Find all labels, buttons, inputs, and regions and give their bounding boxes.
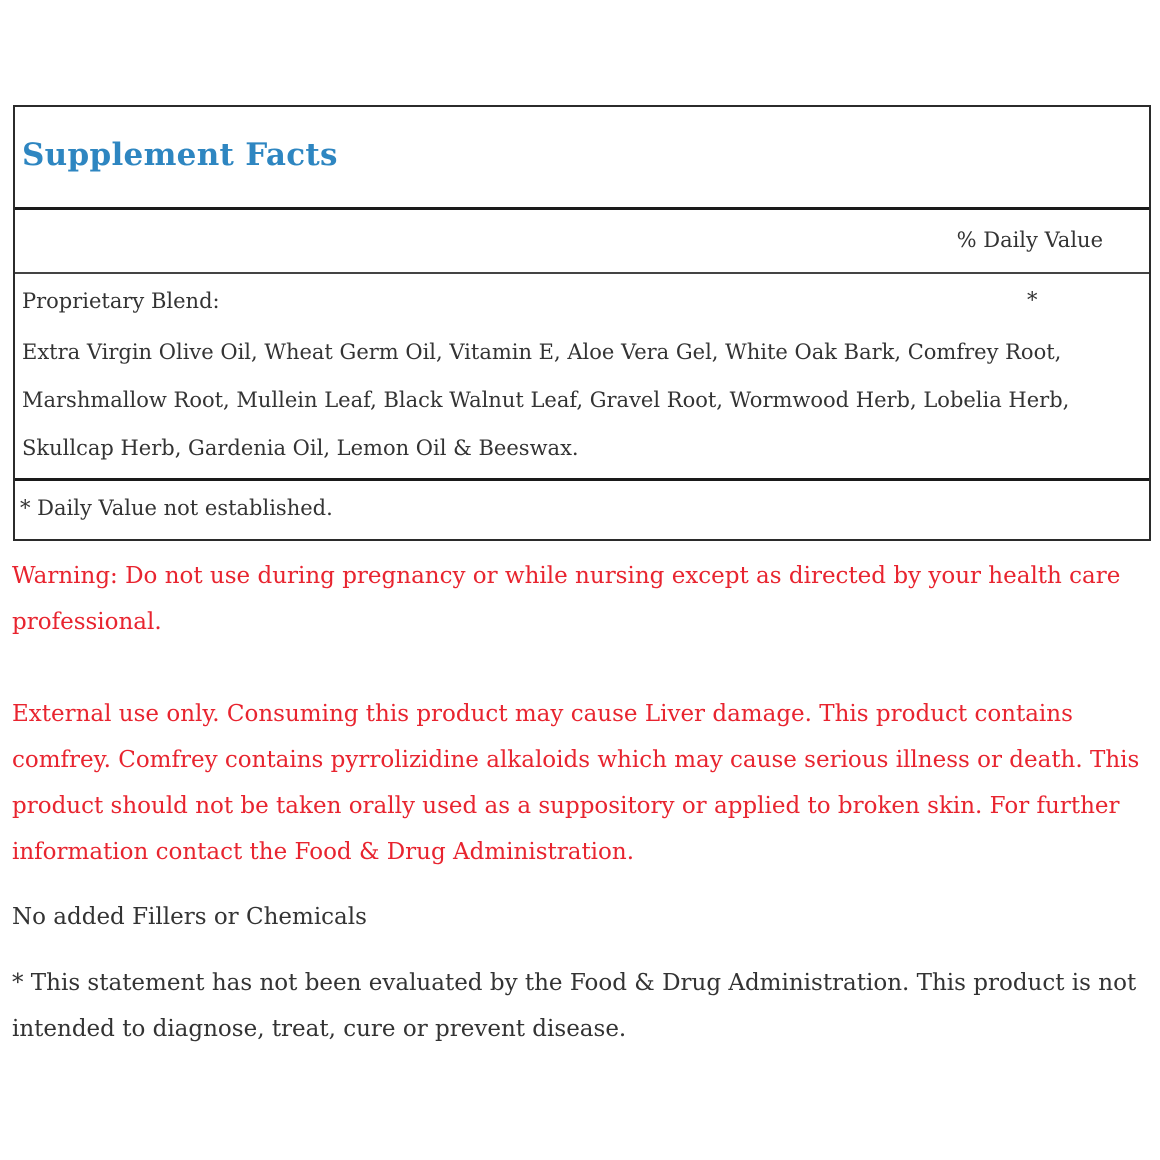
no-fillers-note: No added Fillers or Chemicals: [12, 904, 367, 930]
blend-ingredients: Extra Virgin Olive Oil, Wheat Germ Oil, Vitamin E, Aloe Vera Gel, White Oak Bark, Comfrey Root, Marshmallow Root, Mullein Leaf, Black Walnut Leaf, Gravel Root, Wormwood Herb, Lobelia Herb, Skullcap Herb, Gardenia Oil, Lemon Oil & Beeswax.: [22, 340, 1070, 460]
proprietary-blend-row: [15, 274, 1149, 481]
blend-label: Proprietary Blend:: [22, 289, 220, 313]
daily-value-footnote: * Daily Value not established.: [20, 496, 333, 520]
daily-value-header: % Daily Value: [956, 228, 1103, 252]
supplement-facts-panel: [13, 105, 1151, 541]
blend-daily-value-marker: *: [1027, 288, 1038, 312]
external-use-warning: External use only. Consuming this product may cause Liver damage. This product contains comfrey. Comfrey contains pyrrolizidine alkaloids which may cause serious illness or death. This product should not be taken orally used as a suppository or applied to broken skin. For further information contact the Food & Drug Administration.: [12, 701, 1140, 865]
title-row: [15, 107, 1149, 210]
panel-title: Supplement Facts: [22, 137, 338, 173]
footnote-row: [15, 481, 1149, 541]
fda-disclaimer: * This statement has not been evaluated by the Food & Drug Administration. This product is not intended to diagnose, treat, cure or prevent disease.: [12, 970, 1137, 1042]
pregnancy-warning: Warning: Do not use during pregnancy or while nursing except as directed by your health care professional.: [12, 563, 1121, 635]
daily-value-header-row: [15, 210, 1149, 274]
